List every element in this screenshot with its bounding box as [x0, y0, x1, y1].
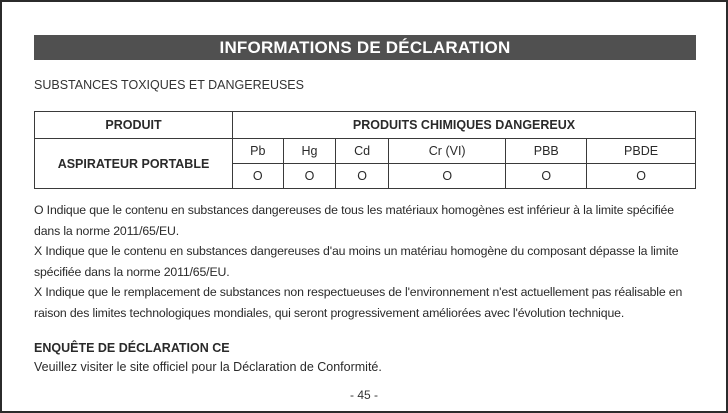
- column-cd: Cd: [336, 139, 389, 164]
- value-cd: O: [336, 164, 389, 189]
- legend-notes: [34, 200, 698, 323]
- section-title: SUBSTANCES TOXIQUES ET DANGEREUSES: [34, 78, 304, 92]
- table-row: [35, 139, 696, 164]
- note-o: O Indique que le contenu en substances dangereuses de tous les matériaux homogènes est inférieur à la limite spécifiée dans la norme 2011/65/EU.: [34, 203, 674, 238]
- note-x-exceeds: X Indique que le contenu en substances dangereuses d'au moins un matériau homogène du composant dépasse la limite spécifiée dans la norme 2011/65/EU.: [34, 244, 679, 279]
- column-pbb: PBB: [506, 139, 587, 164]
- hazardous-substances-table: [34, 111, 696, 189]
- page-title: INFORMATIONS DE DÉCLARATION: [219, 38, 511, 57]
- column-pb: Pb: [233, 139, 284, 164]
- header-product: PRODUIT: [35, 112, 233, 139]
- header-chemicals: PRODUITS CHIMIQUES DANGEREUX: [233, 112, 696, 139]
- product-name: ASPIRATEUR PORTABLE: [35, 139, 233, 189]
- page-title-banner: [34, 35, 696, 60]
- table-header-row: [35, 112, 696, 139]
- value-pbb: O: [506, 164, 587, 189]
- value-cr-vi: O: [389, 164, 506, 189]
- note-x-replacement: X Indique que le remplacement de substances non respectueuses de l'environnement n'est actuellement pas réalisable en raison des limites technologiques mondiales, qui seront progressivement améliorées avec l'évolution technique.: [34, 285, 683, 320]
- value-hg: O: [283, 164, 336, 189]
- column-pbde: PBDE: [587, 139, 696, 164]
- value-pb: O: [233, 164, 284, 189]
- page-number: - 45 -: [349, 388, 378, 402]
- ce-declaration-text: Veuillez visiter le site officiel pour la Déclaration de Conformité.: [34, 360, 382, 374]
- ce-declaration-heading: ENQUÊTE DE DÉCLARATION CE: [34, 341, 230, 355]
- column-cr-vi: Cr (VI): [389, 139, 506, 164]
- column-hg: Hg: [283, 139, 336, 164]
- value-pbde: O: [587, 164, 696, 189]
